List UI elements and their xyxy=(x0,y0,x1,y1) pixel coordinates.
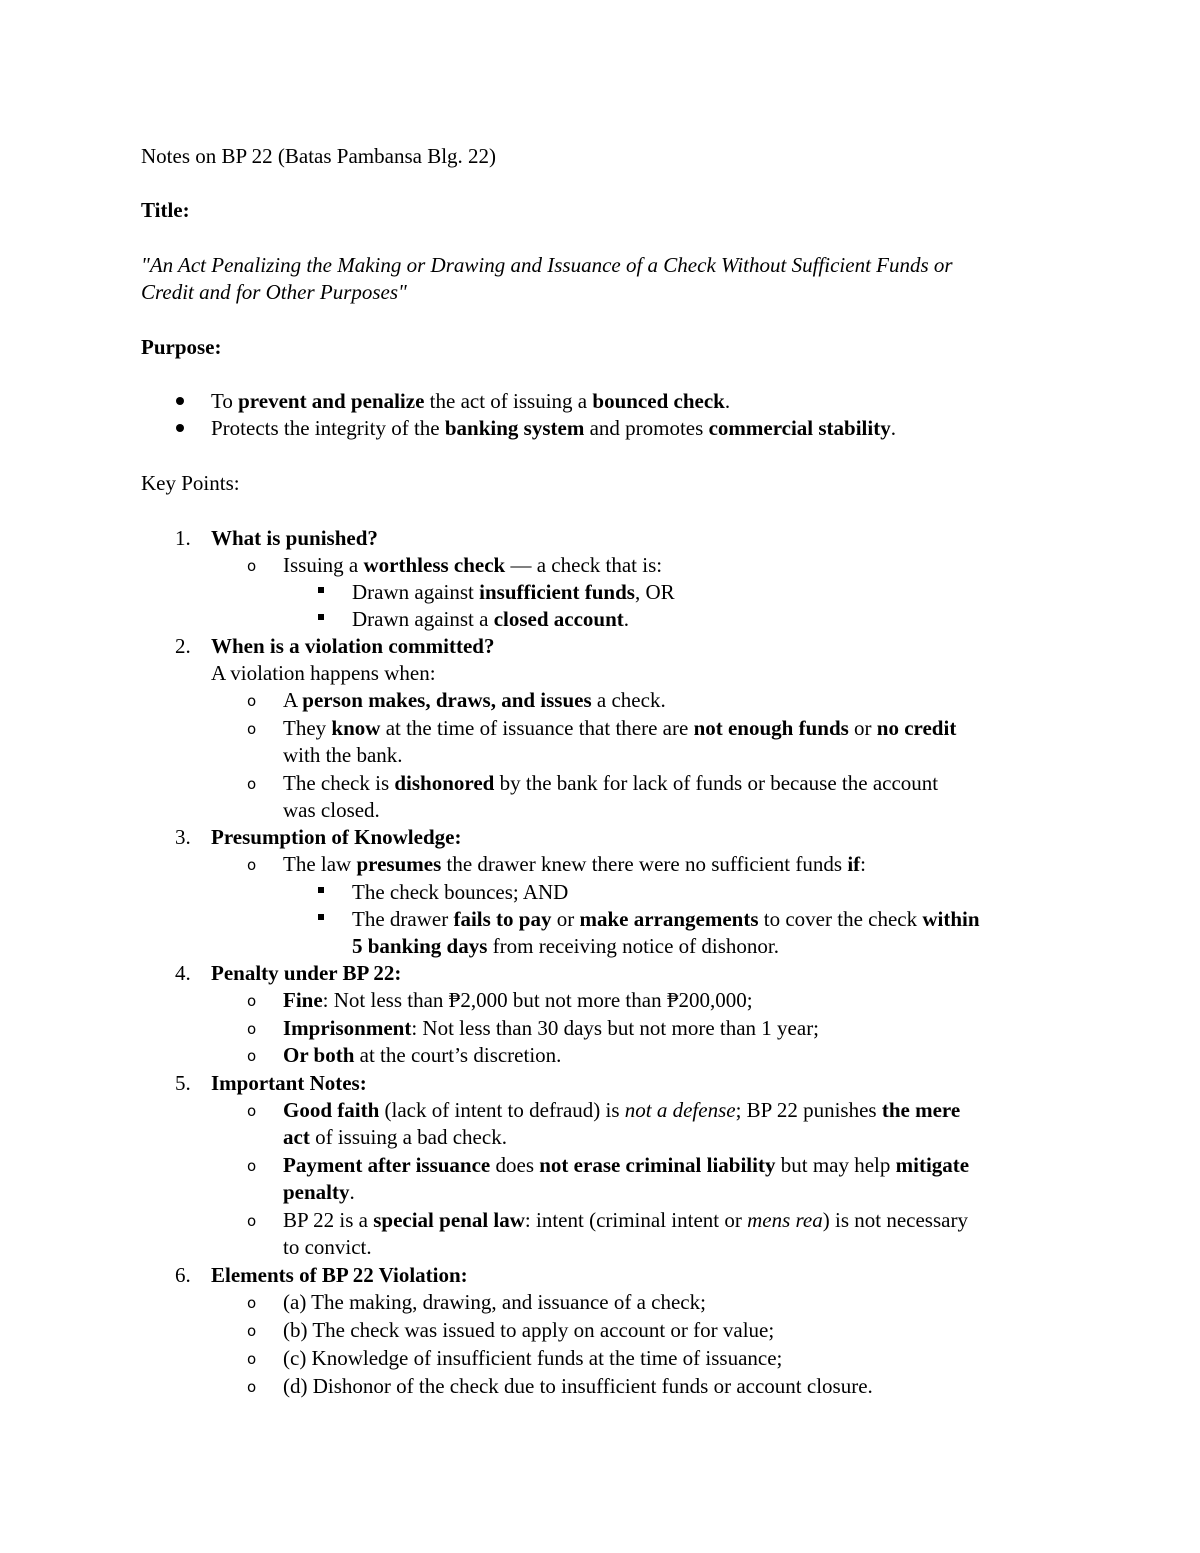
list-item: (d) Dishonor of the check due to insufficient funds or account closure. xyxy=(283,1374,873,1398)
list-item: Drawn against insufficient funds, OR xyxy=(352,580,675,604)
list-item: Payment after issuance does not erase criminal liability but may help mitigate xyxy=(283,1153,970,1177)
circle-bullet-icon: o xyxy=(247,1157,257,1175)
square-bullet-icon xyxy=(318,914,324,920)
circle-bullet-icon: o xyxy=(247,1212,257,1230)
circle-bullet-icon: o xyxy=(247,692,257,710)
list-number: 4. xyxy=(175,961,191,985)
list-item: Imprisonment: Not less than 30 days but not more than 1 year; xyxy=(283,1016,820,1040)
bullet-dot-icon xyxy=(176,397,184,405)
square-bullet-icon xyxy=(318,887,324,893)
list-item-continuation: to convict. xyxy=(283,1235,372,1259)
list-number: 5. xyxy=(175,1071,191,1095)
list-item: Drawn against a closed account. xyxy=(352,607,630,631)
title-text-line-2: Credit and for Other Purposes" xyxy=(141,280,407,304)
title-heading: Title: xyxy=(141,198,190,222)
circle-bullet-icon: o xyxy=(247,720,257,738)
title-text-line-1: "An Act Penalizing the Making or Drawing and Issuance of a Check Without Sufficient Funds or xyxy=(141,253,953,277)
list-item: (b) The check was issued to apply on account or for value; xyxy=(283,1318,775,1342)
key-point-heading-6: Elements of BP 22 Violation: xyxy=(211,1263,468,1287)
key-point-heading-2: When is a violation committed? xyxy=(211,634,495,658)
list-item: (c) Knowledge of insufficient funds at the time of issuance; xyxy=(283,1346,783,1370)
list-item: The law presumes the drawer knew there were no sufficient funds if: xyxy=(283,852,866,876)
square-bullet-icon xyxy=(318,587,324,593)
list-item-continuation: 5 banking days from receiving notice of dishonor. xyxy=(352,934,779,958)
list-item: Or both at the court’s discretion. xyxy=(283,1043,562,1067)
purpose-item-2: Protects the integrity of the banking system and promotes commercial stability. xyxy=(211,416,896,440)
list-item-continuation: with the bank. xyxy=(283,743,403,767)
list-number: 6. xyxy=(175,1263,191,1287)
document-title: Notes on BP 22 (Batas Pambansa Blg. 22) xyxy=(141,144,497,168)
circle-bullet-icon: o xyxy=(247,1322,257,1340)
circle-bullet-icon: o xyxy=(247,856,257,874)
circle-bullet-icon: o xyxy=(247,1102,257,1120)
circle-bullet-icon: o xyxy=(247,1294,257,1312)
bullet-dot-icon xyxy=(176,424,184,432)
purpose-item-1: To prevent and penalize the act of issuing a bounced check. xyxy=(211,389,731,413)
circle-bullet-icon: o xyxy=(247,557,257,575)
list-intro: A violation happens when: xyxy=(211,661,436,685)
circle-bullet-icon: o xyxy=(247,1047,257,1065)
list-item: Fine: Not less than ₱2,000 but not more than ₱200,000; xyxy=(283,988,753,1012)
list-item-continuation: was closed. xyxy=(283,798,380,822)
list-item: (a) The making, drawing, and issuance of a check; xyxy=(283,1290,706,1314)
key-point-heading-4: Penalty under BP 22: xyxy=(211,961,402,985)
list-number: 2. xyxy=(175,634,191,658)
list-item: Good faith (lack of intent to defraud) is not a defense; BP 22 punishes the mere xyxy=(283,1098,961,1122)
square-bullet-icon xyxy=(318,614,324,620)
key-point-heading-5: Important Notes: xyxy=(211,1071,367,1095)
list-item: BP 22 is a special penal law: intent (criminal intent or mens rea) is not necessary xyxy=(283,1208,968,1232)
list-item: They know at the time of issuance that there are not enough funds or no credit xyxy=(283,716,957,740)
list-item: The drawer fails to pay or make arrangements to cover the check within xyxy=(352,907,980,931)
list-number: 1. xyxy=(175,526,191,550)
list-item: Issuing a worthless check — a check that is: xyxy=(283,553,663,577)
list-item-continuation: act of issuing a bad check. xyxy=(283,1125,507,1149)
circle-bullet-icon: o xyxy=(247,775,257,793)
key-points-heading: Key Points: xyxy=(141,471,240,495)
list-item: The check bounces; AND xyxy=(352,880,569,904)
list-number: 3. xyxy=(175,825,191,849)
list-item: A person makes, draws, and issues a check. xyxy=(283,688,666,712)
circle-bullet-icon: o xyxy=(247,992,257,1010)
circle-bullet-icon: o xyxy=(247,1350,257,1368)
key-point-heading-3: Presumption of Knowledge: xyxy=(211,825,462,849)
circle-bullet-icon: o xyxy=(247,1378,257,1396)
purpose-heading: Purpose: xyxy=(141,335,222,359)
list-item: The check is dishonored by the bank for lack of funds or because the account xyxy=(283,771,939,795)
list-item-continuation: penalty. xyxy=(283,1180,355,1204)
circle-bullet-icon: o xyxy=(247,1020,257,1038)
key-point-heading-1: What is punished? xyxy=(211,526,378,550)
